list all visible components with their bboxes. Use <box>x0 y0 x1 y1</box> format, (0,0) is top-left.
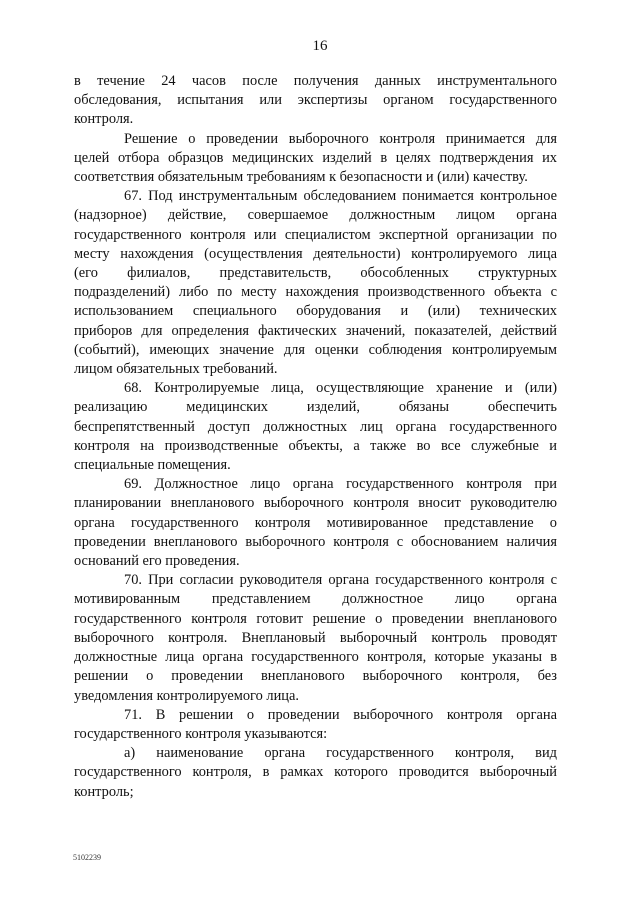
text-line: 70. При согласии руководителя органа государственного контроля с <box>124 572 557 589</box>
text-line: Решение о проведении выборочного контроля принимается для <box>124 130 557 147</box>
text-line: беспрепятственный доступ должностных лиц органа государственного <box>74 418 557 435</box>
text-line: государственного контроля готовит решение о проведении внепланового <box>74 610 557 627</box>
paragraph-p67 <box>74 187 557 379</box>
text-line: проведении внепланового выборочного контроля с обоснованием наличия <box>74 533 557 550</box>
text-line: целей отбора образцов медицинских изделий в целях подтверждения их <box>74 149 557 166</box>
text-line: специальные помещения. <box>74 457 231 474</box>
text-line: использованием специального оборудования и (или) технических <box>74 303 557 320</box>
text-line: государственного контроля или специалистом экспертной организации по <box>74 226 557 243</box>
text-line: соответствия обязательным требованиям к безопасности и (или) качеству. <box>74 169 528 186</box>
paragraph-p69 <box>74 475 557 571</box>
text-line: приборов для определения фактических значений, показателей, действий <box>74 322 557 339</box>
text-line: выборочного контроля. Внеплановый выборочный контроль проводят <box>74 629 557 646</box>
text-line: (надзорное) действие, совершаемое должностным лицом органа <box>74 207 557 224</box>
paragraph-p71 <box>74 706 557 744</box>
text-line: 71. В решении о проведении выборочного контроля органа <box>124 706 557 723</box>
text-line: а) наименование органа государственного контроля, вид <box>124 745 557 762</box>
text-line: (событий), имеющих значение для оценки соблюдения контролируемым <box>74 341 557 358</box>
text-line: государственного контроля, в рамках которого проводится выборочный <box>74 764 557 781</box>
text-line: в течение 24 часов после получения данных инструментального <box>74 73 557 89</box>
text-line: уведомления контролируемого лица. <box>74 687 299 704</box>
text-line: реализацию медицинских изделий, обязаны обеспечить <box>74 399 557 416</box>
text-line: решении о проведении внепланового выборочного контроля, без <box>74 668 557 685</box>
text-line: 68. Контролируемые лица, осуществляющие хранение и (или) <box>124 380 557 397</box>
text-line: должностные лица органа государственного контроля, которые указаны в <box>74 649 557 666</box>
text-line: подразделений) либо по месту нахождения производственного объекта с <box>74 284 557 301</box>
text-line: контроля. <box>74 111 134 128</box>
text-line: оснований его проведения. <box>74 553 240 570</box>
text-line: обследования, испытания или экспертизы органом государственного <box>74 92 557 109</box>
text-line: лицом обязательных требований. <box>74 361 278 378</box>
paragraph-continuation <box>74 72 557 130</box>
paragraph-p70 <box>74 571 557 705</box>
text-line: месту нахождения (осуществления деятельности) контролируемого лица <box>74 245 557 262</box>
page-number: 16 <box>312 38 328 54</box>
text-line: 67. Под инструментальным обследованием понимается контрольное <box>124 188 557 205</box>
paragraph-p71a <box>74 744 557 802</box>
text-line: мотивированным представлением должностное лицо органа <box>74 591 557 608</box>
text-line: государственного контроля указываются: <box>74 725 328 742</box>
text-line: контроль; <box>74 783 134 800</box>
text-line: контроля на производственные объекты, а также во все служебные и <box>74 437 557 454</box>
text-line: органа государственного контроля мотивированное представление о <box>74 514 557 531</box>
text-line: планировании внепланового выборочного контроля вносит руководителю <box>74 495 557 512</box>
document-footer-code: 5102239 <box>73 853 101 862</box>
paragraph-p68 <box>74 379 557 475</box>
text-line: (его филиалов, представительств, обособленных структурных <box>74 265 557 282</box>
document-body <box>74 72 557 802</box>
paragraph-decision <box>74 130 557 188</box>
text-line: 69. Должностное лицо органа государственного контроля при <box>124 476 557 493</box>
